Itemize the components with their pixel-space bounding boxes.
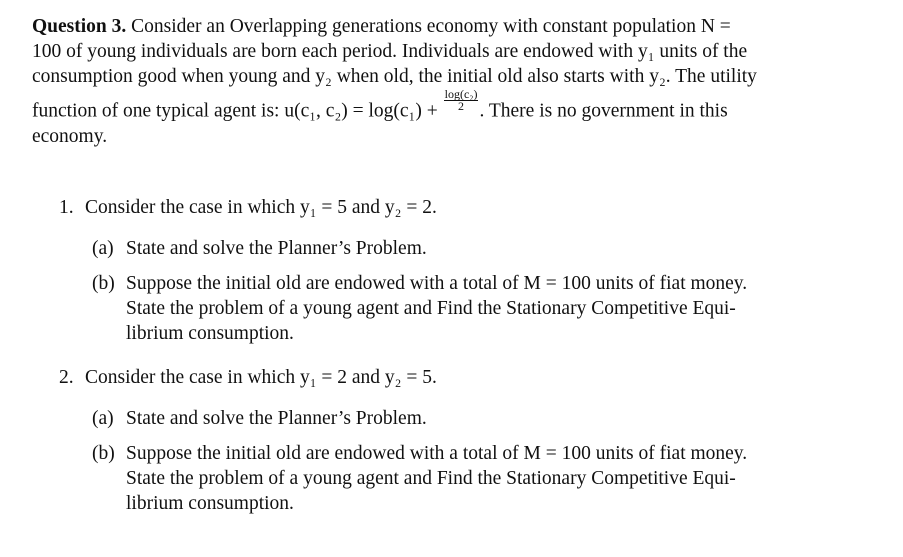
item-1b: [92, 271, 747, 346]
item-1b-line-1: Suppose the initial old are endowed with a total of M = 100 units of fiat money.: [126, 273, 748, 294]
intro-line-3: consumption good when young and y₂ when old, the initial old also starts with y₂. The utility: [32, 66, 757, 87]
intro-line-1: [32, 14, 850, 39]
item-1-text: Consider the case in which y₁ = 5 and y₂ = 2.: [85, 197, 437, 218]
item-1a-text: State and solve the Planner’s Problem.: [126, 238, 427, 259]
utility-fraction: [444, 89, 479, 112]
item-2-text: Consider the case in which y₁ = 2 and y₂ = 5.: [85, 367, 437, 388]
question-label: Question 3.: [32, 16, 127, 37]
item-2: [59, 365, 437, 390]
intro-text-1: Consider an Overlapping generations economy with constant population N =: [131, 16, 731, 37]
item-1a-label: (a): [92, 238, 114, 259]
utility-function-text: function of one typical agent is: u(c₁, c₂) = log(c₁) +: [32, 100, 438, 122]
item-2b-line-2: State the problem of a young agent and Find the Stationary Competitive Equi-: [126, 468, 736, 489]
item-2b-label: (b): [92, 443, 115, 464]
intro-line-5: economy.: [32, 125, 108, 147]
item-2b: [92, 441, 747, 516]
intro-line-2: 100 of young individuals are born each period. Individuals are endowed with y₁ units of the: [32, 41, 748, 62]
item-1: [59, 195, 437, 220]
intro-text-4b: . There is no government in this: [479, 100, 728, 122]
item-2b-line-1: Suppose the initial old are endowed with a total of M = 100 units of fiat money.: [126, 443, 748, 464]
item-2a: [92, 406, 427, 431]
fraction-denominator: 2: [458, 99, 465, 113]
item-1b-line-2: State the problem of a young agent and Find the Stationary Competitive Equi-: [126, 298, 736, 319]
item-1-number: 1.: [59, 197, 74, 218]
question-intro: [32, 14, 850, 149]
item-2a-text: State and solve the Planner’s Problem.: [126, 408, 427, 429]
intro-line-4: [32, 89, 850, 124]
item-1b-line-3: librium consumption.: [126, 323, 294, 344]
item-1a: [92, 236, 427, 261]
item-2b-line-3: librium consumption.: [126, 493, 294, 514]
fraction-numerator: log(c₂): [444, 87, 478, 101]
item-1b-label: (b): [92, 273, 115, 294]
item-2-number: 2.: [59, 367, 74, 388]
item-2a-label: (a): [92, 408, 114, 429]
